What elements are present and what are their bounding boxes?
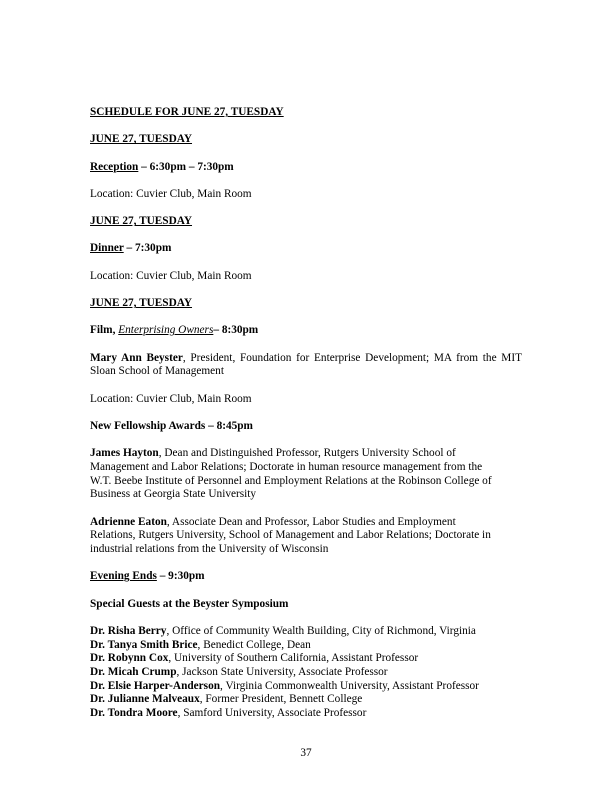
award-person-name: James Hayton [90, 447, 159, 460]
guest-item: Dr. Risha Berry, Office of Community Wealth Building, City of Richmond, Virginia [90, 624, 476, 637]
dinner-date: JUNE 27, TUESDAY [90, 215, 193, 228]
schedule-heading: SCHEDULE FOR JUNE 27, TUESDAY [90, 106, 284, 118]
document-body [90, 106, 522, 721]
reception-title: Reception [90, 160, 139, 173]
film-speaker-desc: , President, Foundation for Enterprise Development; MA from the MIT Sloan School of Management [90, 351, 523, 378]
guest-item: Dr. Tanya Smith Brice, Benedict College, Dean [90, 638, 311, 651]
film-name: Enterprising Owners [118, 324, 214, 337]
award-person-eaton: Adrienne Eaton, Associate Dean and Professor, Labor Studies and Employment Relations, Rutgers University, School of Management and Labor Relations; Doctorate in industrial relations from the University of Wisconsin [90, 515, 491, 556]
page-number: 37 [300, 747, 312, 759]
dinner-location: Location: Cuvier Club, Main Room [90, 269, 252, 282]
film-line [90, 324, 522, 338]
awards-title: New Fellowship Awards – 8:45pm [90, 419, 253, 432]
reception-location: Location: Cuvier Club, Main Room [90, 187, 252, 200]
film-speaker [90, 352, 522, 379]
dinner-line [90, 242, 522, 256]
guest-item: Dr. Micah Crump, Jackson State University, Associate Professor [90, 666, 388, 679]
dinner-title: Dinner [90, 242, 124, 255]
reception-line [90, 161, 522, 175]
film-location: Location: Cuvier Club, Main Room [90, 392, 252, 405]
film-speaker-name: Mary Ann Beyster [90, 351, 183, 364]
evening-end-title: Evening Ends [90, 570, 157, 583]
guests-title: Special Guests at the Beyster Symposium [90, 597, 289, 610]
reception-time: – 6:30pm – 7:30pm [138, 160, 234, 173]
guest-list [90, 625, 522, 721]
film-date: JUNE 27, TUESDAY [90, 297, 193, 310]
film-label: Film, [90, 324, 116, 337]
evening-end-line [90, 570, 522, 584]
reception-date: JUNE 27, TUESDAY [90, 133, 193, 146]
dinner-time: – 7:30pm [123, 242, 172, 255]
award-person-hayton: James Hayton, Dean and Distinguished Professor, Rutgers University School of Management and Labor Relations; Doctorate in human resource management from the W.T. Beebe Institute of Personnel and Employment Relations at the Robinson College of Business at Georgia State University [90, 447, 492, 501]
film-time: – 8:30pm [213, 324, 259, 337]
guest-item: Dr. Elsie Harper-Anderson, Virginia Commonwealth University, Assistant Professor [90, 679, 479, 692]
evening-end-time: – 9:30pm [156, 570, 205, 583]
guest-item: Dr. Tondra Moore, Samford University, Associate Professor [90, 707, 367, 720]
guest-item: Dr. Robynn Cox, University of Southern California, Assistant Professor [90, 652, 419, 665]
guest-item: Dr. Julianne Malveaux, Former President, Bennett College [90, 693, 363, 706]
award-person-name: Adrienne Eaton [90, 515, 167, 528]
